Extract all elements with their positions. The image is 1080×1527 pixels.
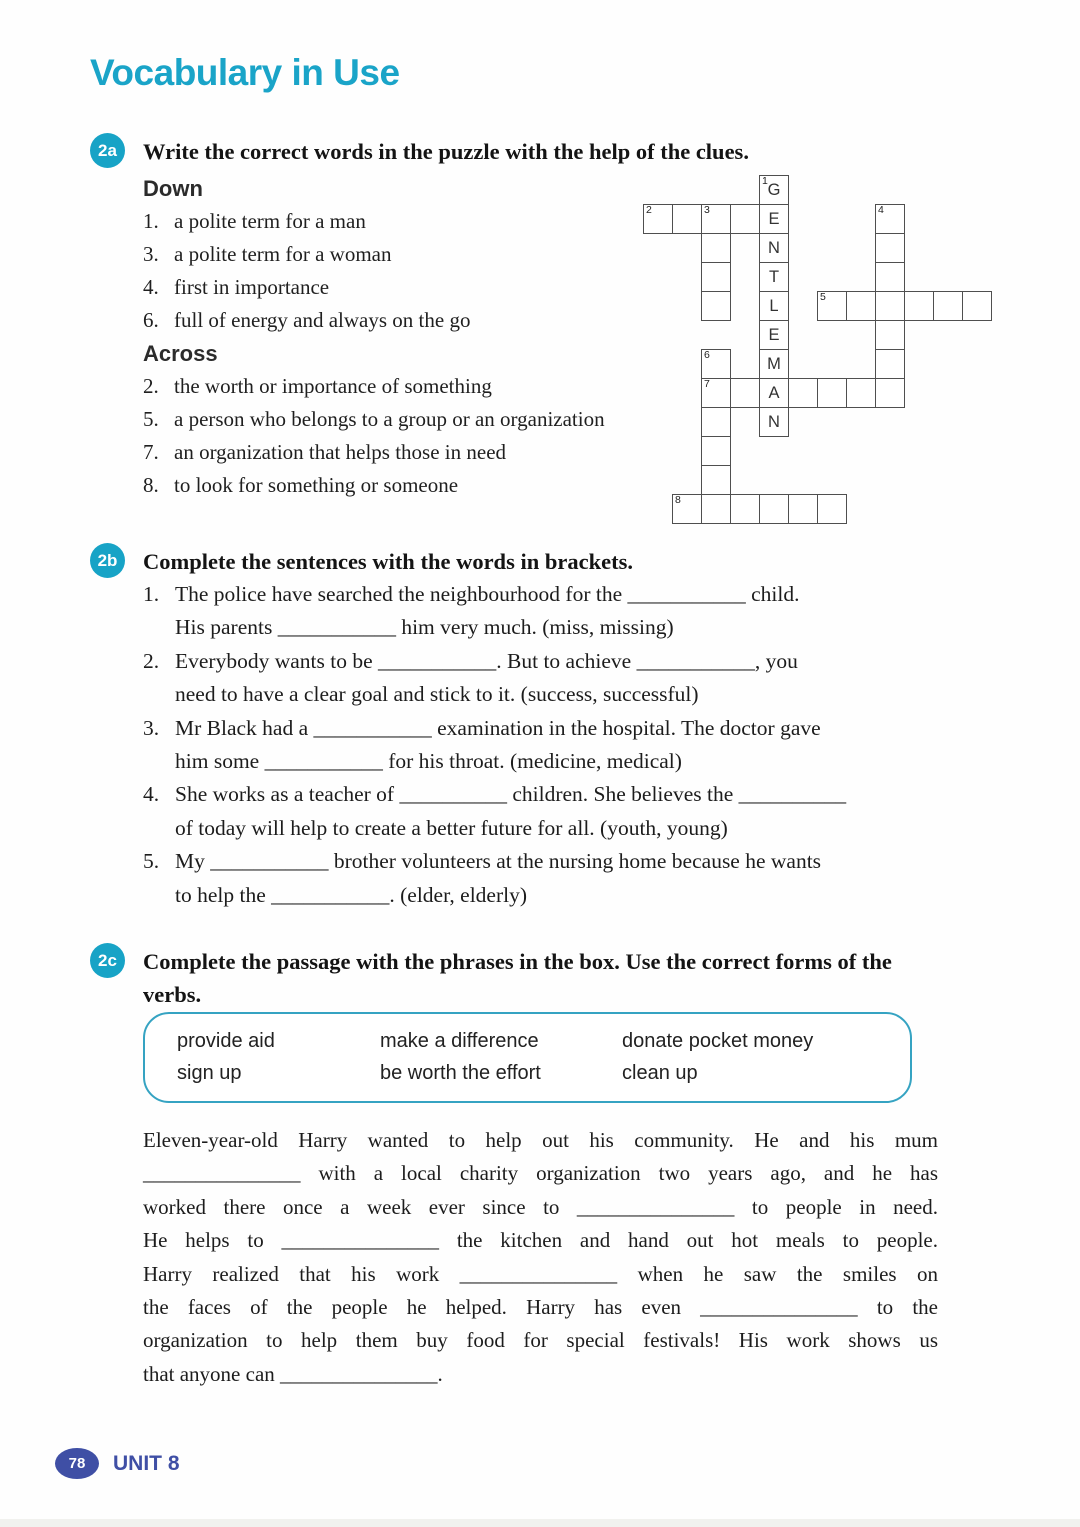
passage-line: the faces of the people he helped. Harry has even _______________ to the bbox=[143, 1295, 938, 1320]
sentence-item bbox=[143, 578, 953, 645]
crossword-cell bbox=[759, 320, 789, 350]
sentence-lines bbox=[175, 578, 800, 645]
sentence-number: 5. bbox=[143, 849, 160, 874]
passage-line: organization to help them buy food for special festivals! His work shows us bbox=[143, 1328, 938, 1353]
crossword-cell bbox=[701, 291, 731, 321]
crossword-cell bbox=[701, 349, 731, 379]
sentence-line: need to have a clear goal and stick to it. (success, successful) bbox=[175, 682, 699, 707]
crossword-grid bbox=[643, 175, 992, 524]
page-title: Vocabulary in Use bbox=[90, 52, 400, 93]
crossword-cell bbox=[701, 204, 731, 234]
passage-line: _______________ with a local charity organization two years ago, and he has bbox=[143, 1161, 938, 1186]
cell-number: 6 bbox=[704, 349, 710, 361]
sentence-lines bbox=[175, 645, 798, 712]
crossword-cell bbox=[817, 291, 847, 321]
sentence-item bbox=[143, 778, 953, 845]
down-clue-list bbox=[143, 205, 683, 337]
crossword-cell bbox=[730, 204, 760, 234]
clue-number: 3. bbox=[143, 242, 159, 266]
crossword-cell bbox=[701, 233, 731, 263]
crossword-cell bbox=[875, 291, 905, 321]
phrase-item: provide aid bbox=[177, 1030, 275, 1052]
sentence-line: My ___________ brother volunteers at the nursing home because he wants bbox=[175, 849, 822, 874]
cell-letter: G bbox=[767, 180, 781, 199]
sentence-item bbox=[143, 845, 953, 912]
crossword-cell bbox=[672, 494, 702, 524]
crossword-cell bbox=[701, 262, 731, 292]
phrase-column bbox=[622, 1025, 813, 1089]
cell-number: 2 bbox=[646, 204, 652, 216]
clue-text: a person who belongs to a group or an organization bbox=[174, 407, 605, 431]
cell-number: 3 bbox=[704, 204, 710, 216]
clue-item bbox=[143, 436, 683, 469]
clue-number: 6. bbox=[143, 308, 159, 332]
crossword-cell bbox=[759, 291, 789, 321]
crossword-cell bbox=[962, 291, 992, 321]
sentence-line: She works as a teacher of __________ children. She believes the __________ bbox=[175, 782, 847, 807]
exercise-2b-instruction: Complete the sentences with the words in brackets. bbox=[143, 549, 633, 574]
sentence-lines bbox=[175, 712, 821, 779]
page-footer bbox=[55, 1448, 180, 1479]
passage-line: Eleven-year-old Harry wanted to help out his community. He and his mum bbox=[143, 1128, 938, 1152]
clue-text: to look for something or someone bbox=[174, 473, 459, 497]
scan-edge-strip bbox=[0, 1519, 1080, 1527]
sentence-item bbox=[143, 645, 953, 712]
crossword-cell bbox=[701, 378, 731, 408]
phrase-column bbox=[177, 1025, 275, 1089]
cell-letter: E bbox=[768, 209, 780, 228]
phrase-item: donate pocket money bbox=[622, 1030, 814, 1052]
clue-item bbox=[143, 469, 683, 502]
cell-number: 5 bbox=[820, 291, 826, 303]
phrase-item: clean up bbox=[622, 1062, 698, 1084]
exercise-2b-badge: 2b bbox=[90, 543, 125, 578]
passage bbox=[143, 1124, 938, 1391]
crossword-cell bbox=[759, 233, 789, 263]
phrase-item: sign up bbox=[177, 1062, 242, 1084]
cell-letter: N bbox=[768, 412, 780, 431]
crossword-cell bbox=[701, 465, 731, 495]
crossword-cell bbox=[701, 407, 731, 437]
crossword-cell bbox=[904, 291, 934, 321]
sentence-list bbox=[143, 578, 953, 912]
crossword-cell bbox=[759, 407, 789, 437]
phrase-box bbox=[143, 1012, 912, 1103]
exercise-2a-badge: 2a bbox=[90, 133, 125, 168]
phrase-column bbox=[380, 1025, 541, 1089]
passage-line: Harry realized that his work _______________ when he saw the smiles on bbox=[143, 1261, 938, 1286]
crossword-cell bbox=[875, 204, 905, 234]
crossword-cell bbox=[875, 378, 905, 408]
clue-text: full of energy and always on the go bbox=[174, 308, 471, 332]
phrase-item: make a difference bbox=[380, 1030, 539, 1052]
page-number-badge: 78 bbox=[55, 1448, 99, 1479]
sentence-number: 1. bbox=[143, 582, 160, 606]
clue-number: 5. bbox=[143, 407, 159, 431]
cell-letter: E bbox=[768, 325, 780, 344]
clue-item bbox=[143, 304, 683, 337]
across-clue-list bbox=[143, 370, 683, 502]
crossword-cell bbox=[759, 262, 789, 292]
sentence-line: of today will help to create a better future for all. (youth, young) bbox=[175, 815, 728, 840]
across-heading: Across bbox=[143, 341, 218, 366]
crossword-cell bbox=[672, 204, 702, 234]
passage-line: that anyone can _______________. bbox=[143, 1361, 443, 1386]
crossword-cell bbox=[875, 233, 905, 263]
clue-text: a polite term for a woman bbox=[174, 242, 392, 266]
sentence-line: him some ___________ for his throat. (medicine, medical) bbox=[175, 749, 682, 774]
crossword-cell bbox=[875, 262, 905, 292]
crossword-cell bbox=[643, 204, 673, 234]
cell-number: 7 bbox=[704, 378, 710, 390]
exercise-2a-instruction: Write the correct words in the puzzle with the help of the clues. bbox=[143, 139, 749, 164]
cell-letter: M bbox=[767, 354, 781, 373]
exercise-2c-header bbox=[90, 943, 970, 1011]
sentence-lines bbox=[175, 778, 846, 845]
clue-number: 1. bbox=[143, 209, 159, 233]
sentence-line: Everybody wants to be ___________. But to achieve ___________, you bbox=[175, 648, 798, 673]
crossword-cell bbox=[788, 378, 818, 408]
sentence-number: 3. bbox=[143, 715, 160, 740]
crossword-cell bbox=[759, 349, 789, 379]
sentence-lines bbox=[175, 845, 821, 912]
crossword-clues bbox=[143, 172, 683, 502]
cell-letter: N bbox=[768, 238, 780, 257]
sentence-number: 2. bbox=[143, 648, 160, 673]
crossword-cell bbox=[817, 494, 847, 524]
crossword-cell bbox=[788, 494, 818, 524]
exercise-2c-badge: 2c bbox=[90, 943, 125, 978]
crossword-cell bbox=[875, 349, 905, 379]
crossword-cell bbox=[730, 378, 760, 408]
cell-number: 8 bbox=[675, 494, 681, 506]
crossword-cell bbox=[759, 175, 789, 205]
clue-item bbox=[143, 370, 683, 403]
cell-letter: T bbox=[768, 267, 780, 286]
clue-item bbox=[143, 271, 683, 304]
clue-text: a polite term for a man bbox=[174, 209, 366, 233]
crossword-cell bbox=[846, 291, 876, 321]
cell-number: 4 bbox=[878, 204, 884, 216]
crossword-cell bbox=[759, 494, 789, 524]
sentence-line: Mr Black had a ___________ examination in the hospital. The doctor gave bbox=[175, 715, 821, 740]
clue-text: an organization that helps those in need bbox=[174, 440, 507, 464]
unit-label: UNIT 8 bbox=[113, 1451, 180, 1475]
clue-item bbox=[143, 403, 683, 436]
crossword-cell bbox=[875, 320, 905, 350]
sentence-number: 4. bbox=[143, 782, 160, 807]
clue-text: the worth or importance of something bbox=[174, 374, 492, 398]
phrase-item: be worth the effort bbox=[380, 1062, 541, 1084]
clue-number: 8. bbox=[143, 473, 159, 497]
cell-letter: L bbox=[769, 296, 779, 315]
clue-item bbox=[143, 238, 683, 271]
crossword-cell bbox=[701, 436, 731, 466]
exercise-2b-header bbox=[90, 543, 1010, 578]
passage-line: He helps to _______________ the kitchen and hand out hot meals to people. bbox=[143, 1228, 938, 1253]
clue-number: 4. bbox=[143, 275, 159, 299]
cell-number: 1 bbox=[762, 175, 768, 187]
crossword-cell bbox=[933, 291, 963, 321]
crossword-cell bbox=[701, 494, 731, 524]
cell-letter: A bbox=[768, 383, 780, 402]
crossword-cell bbox=[846, 378, 876, 408]
crossword-cell bbox=[759, 204, 789, 234]
sentence-item bbox=[143, 712, 953, 779]
passage-line: worked there once a week ever since to _______________ to people in need. bbox=[143, 1194, 938, 1219]
crossword-cell bbox=[817, 378, 847, 408]
clue-number: 7. bbox=[143, 440, 159, 464]
clue-item bbox=[143, 205, 683, 238]
crossword-cell bbox=[759, 378, 789, 408]
clue-text: first in importance bbox=[174, 275, 330, 299]
crossword-cell bbox=[730, 494, 760, 524]
down-heading: Down bbox=[143, 176, 203, 201]
exercise-2c-instruction bbox=[143, 943, 892, 1011]
instruction-line: verbs. bbox=[143, 982, 202, 1007]
clue-number: 2. bbox=[143, 374, 159, 398]
sentence-line: to help the ___________. (elder, elderly) bbox=[175, 882, 527, 907]
sentence-line: His parents ___________ him very much. (miss, missing) bbox=[175, 615, 674, 640]
sentence-line: The police have searched the neighbourhood for the ___________ child. bbox=[175, 582, 800, 606]
instruction-line: Complete the passage with the phrases in the box. Use the correct forms of the bbox=[143, 949, 892, 974]
exercise-2a-header bbox=[90, 133, 1010, 168]
